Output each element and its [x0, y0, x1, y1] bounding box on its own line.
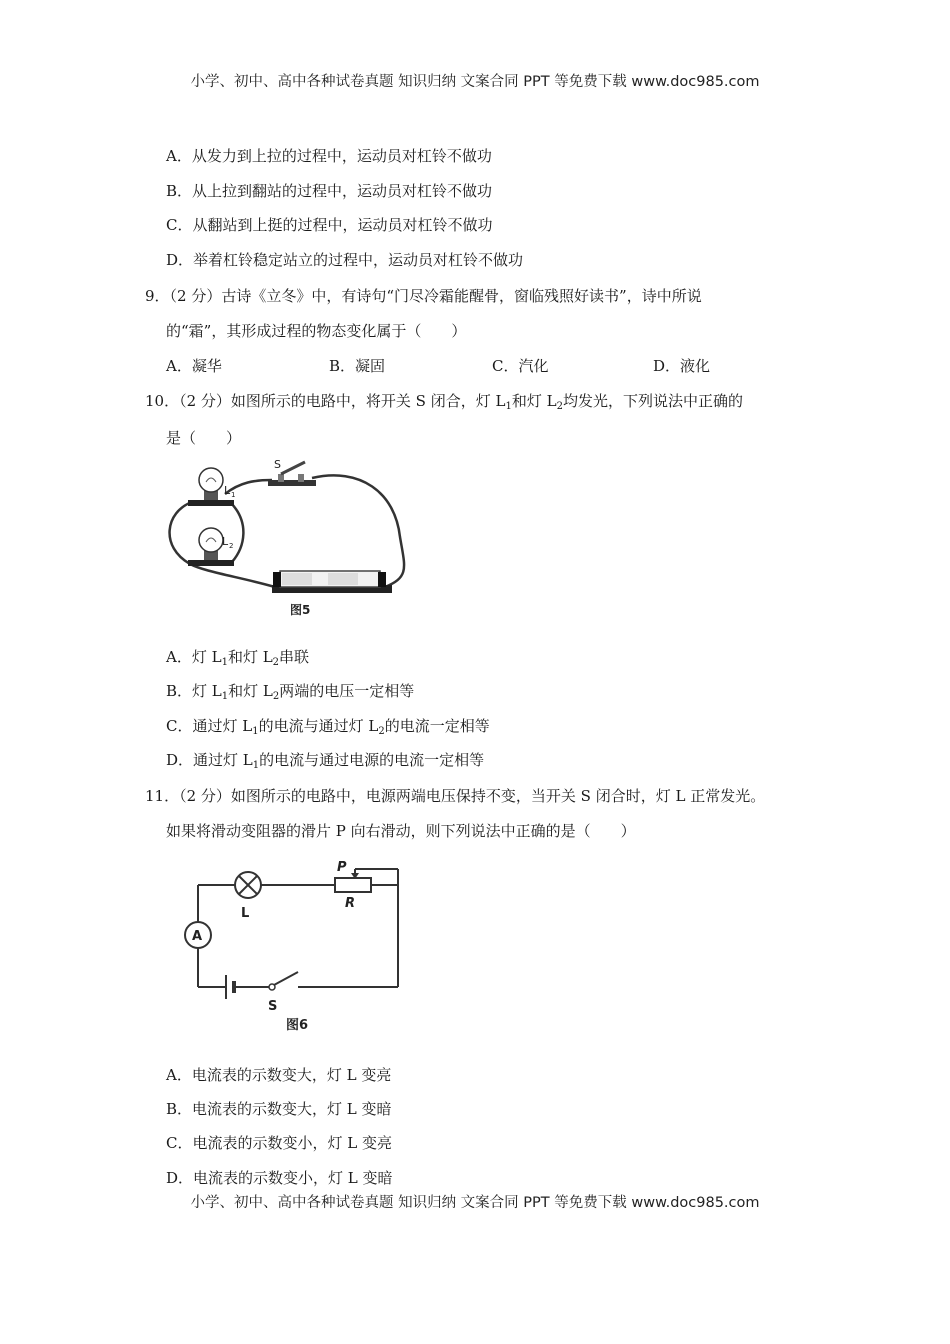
q10-stem-part2: 和灯 L — [511, 392, 557, 410]
fig5-caption: 图5 — [290, 603, 311, 617]
q9-option-d: D．液化 — [653, 357, 711, 375]
q10-a-part2: 和灯 L — [227, 648, 273, 666]
fig6-switch-label: S — [268, 999, 278, 1014]
q11-option-c: C．电流表的示数变小，灯 L 变亮 — [166, 1134, 392, 1152]
fig5-lamp1-sub: 1 — [231, 491, 236, 499]
fig6-lamp — [235, 872, 261, 898]
q11-option-d: D．电流表的示数变小，灯 L 变暗 — [166, 1169, 393, 1187]
q10-a-sub1: 1 — [221, 657, 228, 668]
q10-stem-part3: 均发光，下列说法中正确的 — [562, 392, 743, 410]
q10-option-d — [166, 750, 484, 776]
q10-d-sub1: 1 — [252, 760, 260, 771]
q10-stem-line2: 是（ ） — [166, 429, 242, 447]
q8-option-c: C．从翻站到上挺的过程中，运动员对杠铃不做功 — [166, 216, 493, 234]
q10-b-sub2: 2 — [272, 691, 280, 702]
fig5-lamp2-label: L — [222, 535, 229, 548]
fig5-lamp2-sub: 2 — [229, 542, 234, 550]
q11-stem-line2: 如果将滑动变阻器的滑片 P 向右滑动，则下列说法中正确的是（ ） — [166, 822, 636, 840]
q10-c-sub1: 1 — [252, 726, 259, 737]
fig6-resistor-label: R — [345, 896, 356, 911]
figure6-circuit — [180, 855, 410, 1035]
q10-c-part1: C．通过灯 L — [166, 717, 253, 735]
q10-b-part3: 两端的电压一定相等 — [279, 682, 415, 700]
q11-option-b: B．电流表的示数变大，灯 L 变暗 — [166, 1100, 392, 1118]
q10-c-part2: 的电流与通过灯 L — [258, 717, 379, 735]
q9-option-c: C．汽化 — [492, 357, 549, 375]
q9-stem-line1: 9．（2 分）古诗《立冬》中，有诗句“门尽冷霜能醒骨，窗临残照好读书”，诗中所说 — [145, 287, 702, 305]
fig5-wire-left — [170, 502, 192, 564]
fig5-battery — [272, 571, 392, 593]
q10-option-a — [166, 647, 309, 673]
fig6-caption: 图6 — [286, 1018, 309, 1033]
q11-stem-line1: 11．（2 分）如图所示的电路中，电源两端电压保持不变，当开关 S 闭合时，灯 L 正常发光。 — [145, 787, 766, 805]
q8-option-b: B．从上拉到翻站的过程中，运动员对杠铃不做功 — [166, 182, 493, 200]
q10-stem-part1: 10．（2 分）如图所示的电路中，将开关 S 闭合，灯 L — [145, 392, 506, 410]
fig6-battery — [226, 975, 234, 999]
q11-option-a: A．电流表的示数变大，灯 L 变亮 — [166, 1066, 392, 1084]
fig6-lamp-label: L — [241, 906, 250, 921]
q10-d-part2: 的电流与通过电源的电流一定相等 — [259, 751, 485, 769]
q10-stem-line1 — [145, 391, 743, 417]
q10-a-part3: 串联 — [279, 648, 310, 666]
q10-option-c — [166, 716, 490, 742]
fig6-switch — [269, 972, 298, 990]
q8-option-a: A．从发力到上拉的过程中，运动员对杠铃不做功 — [166, 147, 492, 165]
fig5-wire-bottom — [190, 564, 275, 587]
q10-a-sub2: 2 — [272, 657, 280, 668]
q10-c-sub2: 2 — [378, 726, 385, 737]
q10-b-sub1: 1 — [221, 691, 229, 702]
q10-option-b — [166, 681, 414, 707]
q9-option-a: A．凝华 — [166, 357, 222, 375]
q8-option-d: D．举着杠铃稳定站立的过程中，运动员对杠铃不做功 — [166, 251, 524, 269]
q10-d-part1: D．通过灯 L — [166, 751, 253, 769]
figure5-circuit — [160, 452, 410, 622]
q10-b-part2: 和灯 L — [228, 682, 273, 700]
q10-c-part3: 的电流一定相等 — [384, 717, 490, 735]
fig5-lamp1-label: L — [224, 484, 231, 497]
q10-b-part1: B．灯 L — [166, 682, 222, 700]
fig5-wire-mid — [230, 502, 243, 562]
q10-a-part1: A．灯 L — [166, 648, 222, 666]
q10-stem-sub2: 2 — [556, 401, 563, 412]
q9-stem-line2: 的“霜”，其形成过程的物态变化属于（ ） — [166, 322, 467, 340]
q10-stem-sub1: 1 — [505, 401, 512, 412]
page-footer: 小学、初中、高中各种试卷真题 知识归纳 文案合同 PPT 等免费下载 www.doc985.com — [190, 1195, 760, 1211]
page-header: 小学、初中、高中各种试卷真题 知识归纳 文案合同 PPT 等免费下载 www.doc985.com — [190, 74, 760, 90]
fig5-switch-label: S — [274, 458, 281, 471]
fig6-slider-label: P — [337, 860, 347, 875]
q9-option-b: B．凝固 — [329, 357, 386, 375]
fig6-ammeter-label: A — [192, 929, 203, 944]
